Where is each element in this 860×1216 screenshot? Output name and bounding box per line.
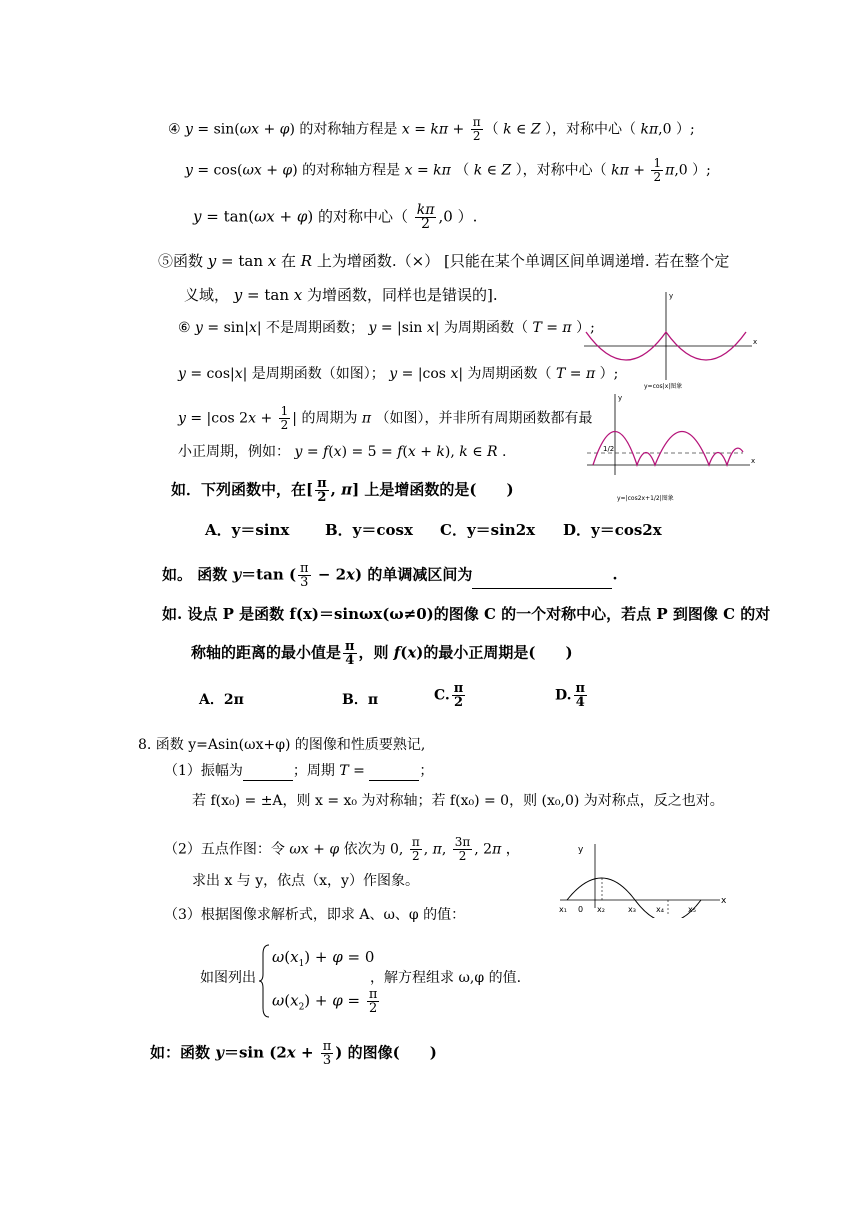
section-8-p2b: 求出 x 与 y，依点（x，y）作图象。 [192,873,419,889]
question-3-line-2: 称轴的距离的最小值是 $\frac{\pi}{4}$ ，则 f(x)的最小正周期是( ) [191,639,573,668]
graph2-ylabel: y [618,394,623,402]
graph1-caption: y=cos|x|图象 [644,383,683,390]
question-2-stem: 如。 函数 y＝tan ( $\frac{\pi}{3}$ − 2x) 的单调减区间为 . [162,561,618,590]
text-line-4-3: y = tan(ωx + φ) 的对称中心（ $\frac{k\pi}{2}$ ,0 ）. [193,202,478,232]
graph1-ylabel: y [669,292,674,300]
section-8-p2: （2）五点作图：令 ωx + φ 依次为 0, $\frac{\pi}{2}$ , π, $\frac{3\pi}{2}$ , 2π ， [164,835,520,863]
question-4-stem: 如：函数 y＝sin (2x + $\frac{\pi}{3}$ ) 的图像( ) [150,1039,437,1068]
question-1-option-b: B．y＝cosx [325,521,413,539]
graph3-tick-x1: x₁ [559,905,567,914]
text-line-5-2: 义域， y = tan x 为增函数，同样也是错误的]. [184,286,498,304]
section-8-p1: （1）振幅为 ；周期 T = ； [164,760,433,781]
question-1-option-c: C．y＝sin2x [440,521,536,539]
question-3-option-b: B．π [342,692,379,708]
graph3-xlabel: x [721,896,727,906]
question-3-option-c: C. $\frac{\pi}{2}$ [434,681,464,710]
graph3-ylabel: y [578,845,584,855]
question-3-line-1: 如. 设点 P 是函数 f(x)＝sinωx(ω≠0)的图像 C 的一个对称中心，若点 P 到图像 C 的对 [162,605,771,623]
graph3-tick-x3: x₃ [628,905,636,914]
text-line-6-3: y = |cos 2x + $\frac{1}{2}$ | 的周期为 π （如图），并非所有周期函数都有最 [178,404,593,432]
question-1-stem: 如．下列函数中，在[ $\frac{\pi}{2}$ , π] 上是增函数的是( ) [171,476,514,505]
graph2-xlabel: x [751,457,756,465]
text-line-4-2: y = cos(ωx + φ) 的对称轴方程是 x = kπ （ k ∈ Z ），对称中心（ kπ + $\frac{1}{2}$ π,0 ）; [185,156,711,184]
equation-1: $\omega(x_1) + \varphi = 0$ [272,948,375,969]
period-blank[interactable] [369,760,419,781]
text-line-5-1: ⑤函数 y = tan x 在 R 上为增函数.（×） [只能在某个单调区间单调递增. 若在整个定 [158,252,730,270]
amplitude-blank[interactable] [243,760,293,781]
graph2-caption: y=|cos2x+1/2|图象 [617,495,674,502]
text-line-6-1: ⑥ y = sin|x| 不是周期函数； y = |sin x| 为周期函数（ T = π ）; [178,320,595,336]
equation-2: $\omega(x_2) + \varphi$ = $\frac{\pi}{2}$ [272,987,378,1016]
graph1-xlabel: x [753,338,758,346]
equation-prefix: 如图列出 [200,970,256,986]
graph3-tick-x2: x₂ [597,905,605,914]
equation-suffix: ，解方程组求 ω,φ 的值. [370,970,522,986]
answer-blank[interactable] [472,568,612,589]
question-3-option-a: A．2π [199,692,244,708]
question-1-option-a: A．y＝sinx [205,521,290,539]
section-8-title: 8. 函数 y=Asin(ωx+φ) 的图像和性质要熟记, [138,737,426,753]
graph3-tick-0: 0 [578,905,584,914]
five-point-sine-graph [555,838,735,918]
graph3-tick-x4: x₄ [656,905,664,914]
cos-abs-x-graph [582,288,762,393]
brace-icon [258,944,270,1018]
question-3-option-d: D. $\frac{\pi}{4}$ [555,681,586,710]
question-1-option-d: D．y＝cos2x [563,521,662,539]
text-line-4-1: ④ y = sin(ωx + φ) 的对称轴方程是 x = kπ + $\frac{\pi}{2}$ （ k ∈ Z ），对称中心（ kπ,0 ）; [168,115,695,143]
text-line-6-2: y = cos|x| 是周期函数（如图）； y = |cos x| 为周期函数（ T = π ）; [178,366,619,382]
graph3-tick-x5: x₅ [688,905,696,914]
section-8-p3: （3）根据图像求解析式，即求 A、ω、φ 的值： [164,907,466,923]
abs-cos2x-graph [585,390,765,505]
graph2-mark: 1/2 [603,445,615,453]
section-8-p1b: 若 f(x₀) = ±A，则 x = x₀ 为对称轴；若 f(x₀) = 0，则 (x₀,0) 为对称点，反之也对。 [192,793,724,809]
text-line-6-4: 小正周期，例如： y = f(x) = 5 = f(x + k), k ∈ R . [178,444,507,460]
